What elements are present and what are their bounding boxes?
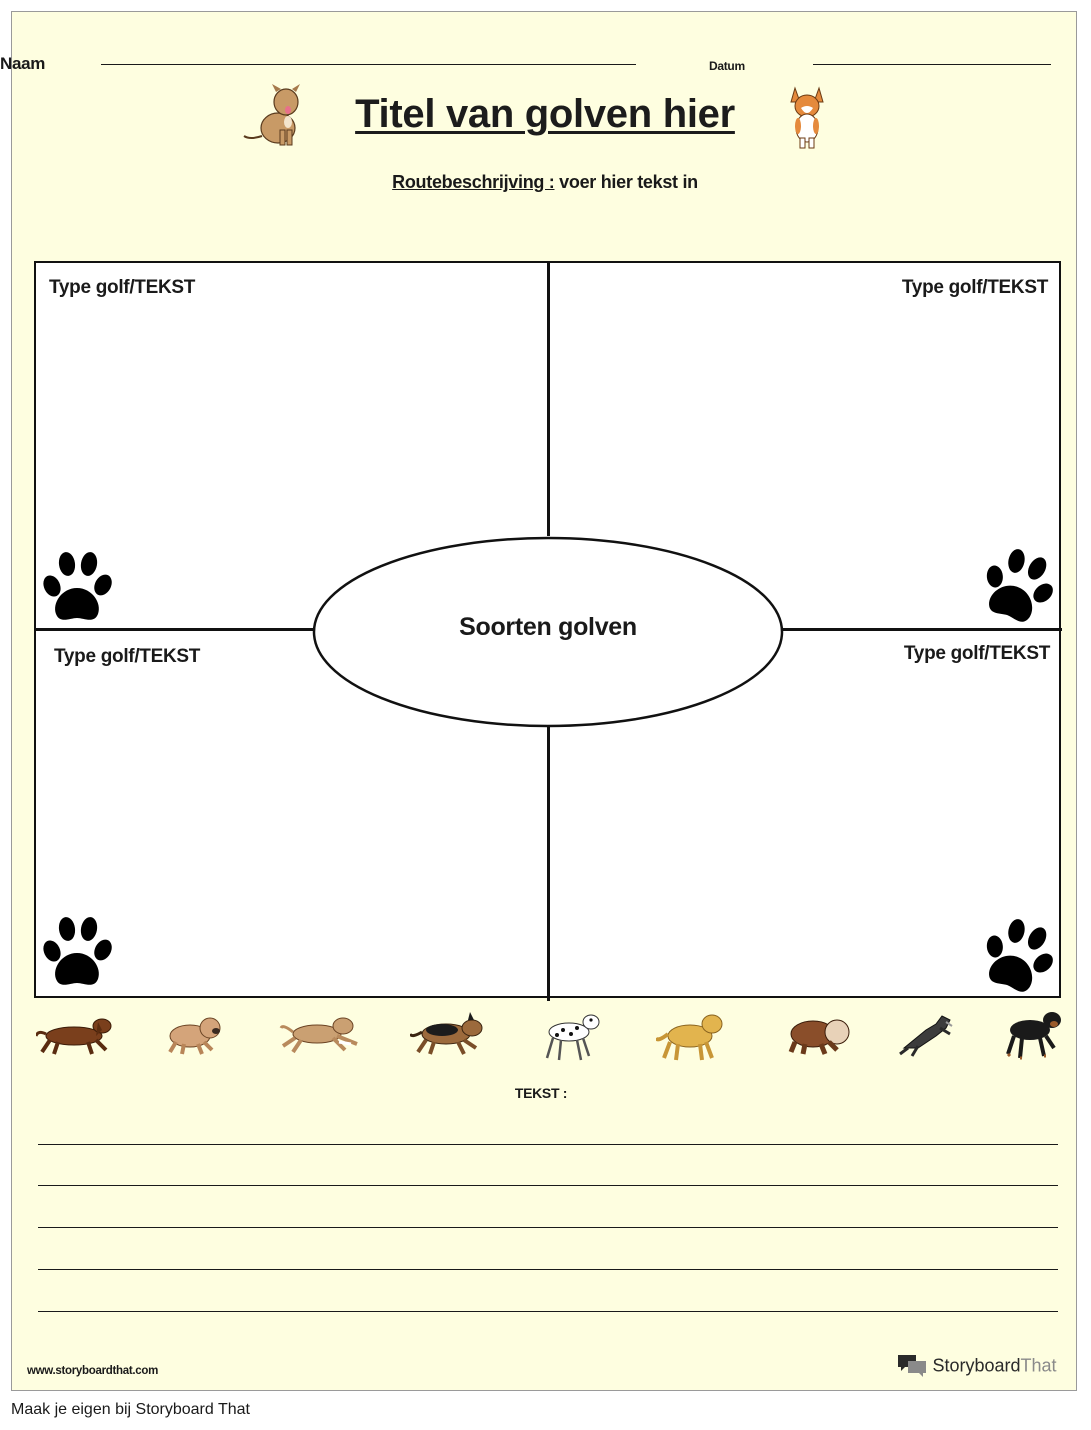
schnauzer-icon	[896, 1008, 956, 1060]
writing-line[interactable]	[38, 1269, 1058, 1270]
name-line[interactable]	[101, 64, 636, 65]
quadrant-top-left-label[interactable]: Type golf/TEKST	[49, 277, 196, 298]
writing-line[interactable]	[38, 1311, 1058, 1312]
rottweiler-icon	[1000, 1008, 1064, 1064]
date-line[interactable]	[813, 64, 1051, 65]
writing-line[interactable]	[38, 1144, 1058, 1145]
footer-url[interactable]: www.storyboardthat.com	[27, 1365, 158, 1377]
center-label[interactable]: Soorten golven	[459, 613, 637, 641]
name-label: Naam	[0, 54, 46, 73]
divider-vertical-bottom	[547, 723, 550, 1001]
writing-line[interactable]	[38, 1227, 1058, 1228]
logo-word-storyboard: Storyboard	[932, 1355, 1021, 1376]
logo-word-that: That	[1020, 1355, 1057, 1376]
quadrant-bottom-left-label[interactable]: Type golf/TEKST	[54, 646, 201, 667]
german-shepherd-icon	[410, 1008, 490, 1060]
speech-bubbles-icon	[896, 1353, 928, 1379]
page-title: Titel van golven hier	[355, 92, 735, 136]
date-label: Datum	[709, 59, 745, 73]
golden-retriever-icon	[656, 1008, 732, 1064]
storyboardthat-logo[interactable]	[896, 1353, 1057, 1379]
worksheet	[0, 11, 1077, 1391]
directions	[12, 172, 1078, 193]
paw-print-icon	[40, 913, 114, 991]
bulldog-icon	[785, 1008, 855, 1060]
paw-print-icon	[970, 537, 1066, 636]
quadrant-bottom-right-label[interactable]: Type golf/TEKST	[903, 643, 1050, 664]
pug-icon	[162, 1008, 228, 1060]
pit-bull-icon	[279, 1008, 363, 1060]
dalmatian-icon	[537, 1008, 607, 1064]
page-caption[interactable]: Maak je eigen bij Storyboard That	[11, 1401, 250, 1418]
divider-vertical-top	[547, 263, 550, 536]
paw-print-icon	[40, 548, 114, 626]
dog-border-row	[34, 1008, 1064, 1068]
directions-label: Routebeschrijving :	[392, 172, 555, 192]
dachshund-icon	[36, 1008, 116, 1060]
corgi-icon	[787, 84, 827, 150]
paw-print-icon	[970, 907, 1066, 1006]
four-square-organizer	[34, 261, 1061, 998]
text-section-label: TEKST :	[514, 1085, 568, 1101]
divider-horizontal-left	[36, 628, 313, 631]
quadrant-top-right-label[interactable]: Type golf/TEKST	[901, 277, 1048, 298]
writing-line[interactable]	[38, 1185, 1058, 1186]
directions-text[interactable]: voer hier tekst in	[554, 172, 698, 192]
